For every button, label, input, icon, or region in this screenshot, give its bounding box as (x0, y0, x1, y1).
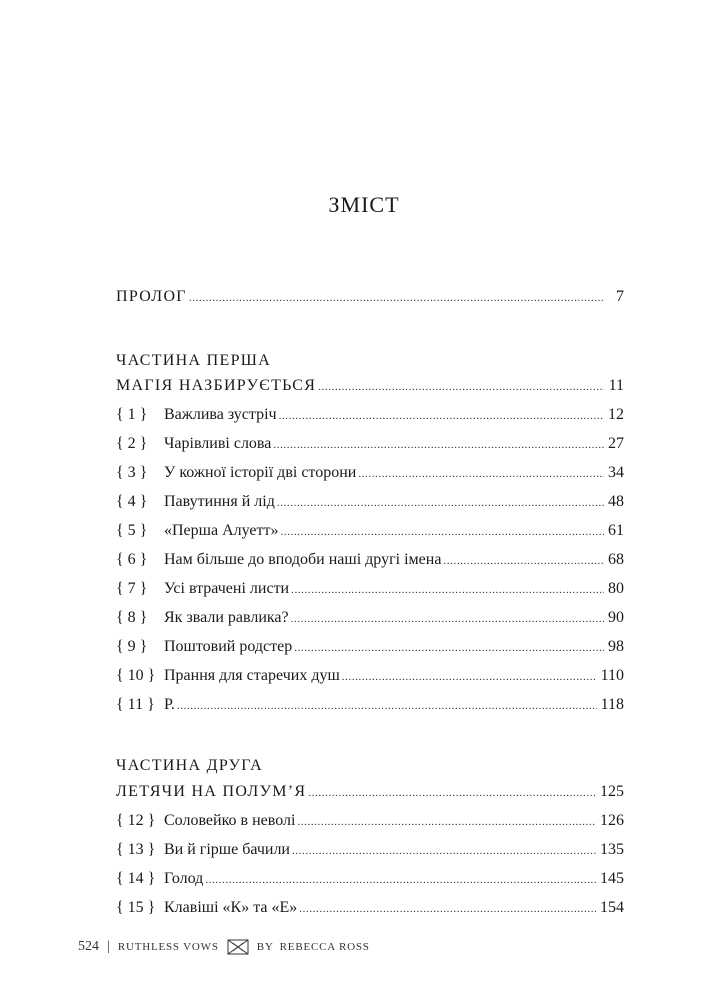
dot-leader (318, 376, 604, 398)
toc-entry-title: МАГІЯ НАЗБИРУЄТЬСЯ (116, 377, 317, 394)
toc-entry-chapter (116, 520, 624, 542)
toc-page-number: 48 (608, 493, 624, 510)
chapter-number: { 10 } (116, 667, 156, 684)
toc-entry-chapter (116, 404, 624, 426)
toc-entry-part-title (116, 781, 624, 803)
toc-entry-chapter (116, 694, 624, 716)
toc-page-number: 7 (616, 288, 624, 305)
ornament-icon (227, 939, 249, 955)
toc-page-number: 34 (608, 464, 624, 481)
toc-page-number: 90 (608, 609, 624, 626)
chapter-title: Голод (164, 870, 204, 887)
author-name: REBECCA ROSS (279, 941, 370, 953)
toc-page-number: 27 (608, 435, 624, 452)
running-footer (78, 937, 370, 957)
dot-leader (299, 898, 596, 920)
chapter-title: Чарівливі слова (164, 435, 272, 452)
toc-page-number: 98 (608, 638, 624, 655)
book-title: RUTHLESS VOWS (117, 941, 219, 953)
toc-page-number: 154 (600, 899, 624, 916)
toc-entry-chapter (116, 462, 624, 484)
chapter-title: Р. (164, 696, 175, 713)
toc-entry-chapter (116, 433, 624, 455)
chapter-title: Прання для старечих душ (164, 667, 340, 684)
dot-leader (291, 579, 604, 601)
toc-entry-chapter (116, 839, 624, 861)
chapter-title: У кожної історії дві сторони (164, 464, 357, 481)
dot-leader (273, 434, 604, 456)
chapter-number: { 1 } (116, 406, 148, 423)
chapter-number: { 7 } (116, 580, 148, 597)
chapter-title: Важлива зустріч (164, 406, 277, 423)
toc-page-number: 12 (608, 406, 624, 423)
part-heading: ЧАСТИНА ПЕРША (116, 352, 272, 369)
chapter-title: Поштовий родстер (164, 638, 293, 655)
chapter-number: { 12 } (116, 812, 156, 829)
chapter-number: { 3 } (116, 464, 148, 481)
toc-page-number: 68 (608, 551, 624, 568)
toc-entry-chapter (116, 549, 624, 571)
chapter-number: { 15 } (116, 899, 156, 916)
chapter-number: { 13 } (116, 841, 156, 858)
dot-leader (177, 695, 597, 717)
dot-leader (279, 405, 604, 427)
chapter-number: { 6 } (116, 551, 148, 568)
page-title: ЗМІСТ (328, 192, 400, 217)
dot-leader (308, 782, 596, 804)
toc-page-number: 80 (608, 580, 624, 597)
dot-leader (443, 550, 604, 572)
chapter-title: Павутиння й лід (164, 493, 275, 510)
chapter-number: { 4 } (116, 493, 148, 510)
dot-leader (277, 492, 604, 514)
dot-leader (297, 811, 596, 833)
toc-entry-chapter (116, 810, 624, 832)
toc-entry-chapter (116, 491, 624, 513)
dot-leader (292, 840, 596, 862)
toc-entry-chapter (116, 897, 624, 919)
toc-entry-title: ПРОЛОГ (116, 288, 187, 305)
byline-by: BY (256, 941, 274, 953)
toc-page-number: 110 (600, 667, 624, 684)
part-heading: ЧАСТИНА ДРУГА (116, 757, 263, 774)
toc-page-number: 125 (600, 783, 624, 800)
chapter-title: Нам більше до вподоби наші другі імена (164, 551, 442, 568)
dot-leader (291, 608, 604, 630)
toc-entry-prologue (116, 286, 624, 308)
toc-page-number: 11 (608, 377, 624, 394)
dot-leader (205, 869, 596, 891)
chapter-number: { 14 } (116, 870, 156, 887)
chapter-number: { 11 } (116, 696, 155, 713)
toc-page-number: 135 (600, 841, 624, 858)
chapter-title: Як звали равлика? (164, 609, 289, 626)
folio-page-number: 524 (78, 939, 99, 954)
chapter-title: «Перша Алуетт» (164, 522, 279, 539)
chapter-number: { 5 } (116, 522, 148, 539)
toc-page-number: 126 (600, 812, 624, 829)
chapter-number: { 8 } (116, 609, 148, 626)
toc-entry-chapter (116, 636, 624, 658)
toc-entry-chapter (116, 578, 624, 600)
toc-entry-chapter (116, 665, 624, 687)
chapter-title: Клавіші «К» та «Е» (164, 899, 298, 916)
dot-leader (189, 287, 604, 309)
chapter-title: Усі втрачені листи (164, 580, 290, 597)
chapter-number: { 2 } (116, 435, 148, 452)
chapter-number: { 9 } (116, 638, 148, 655)
toc-entry-part-title (116, 375, 624, 397)
dot-leader (358, 463, 604, 485)
dot-leader (294, 637, 604, 659)
toc-page-number: 145 (600, 870, 624, 887)
chapter-title: Ви й гірше бачили (164, 841, 290, 858)
dot-leader (342, 666, 597, 688)
chapter-title: Соловейко в неволі (164, 812, 296, 829)
dot-leader (281, 521, 605, 543)
toc-page-number: 118 (600, 696, 624, 713)
toc-entry-title: ЛЕТЯЧИ НА ПОЛУМ’Я (116, 783, 307, 800)
toc-entry-chapter (116, 607, 624, 629)
toc-entry-chapter (116, 868, 624, 890)
footer-separator: | (107, 939, 110, 954)
toc-page-number: 61 (608, 522, 624, 539)
